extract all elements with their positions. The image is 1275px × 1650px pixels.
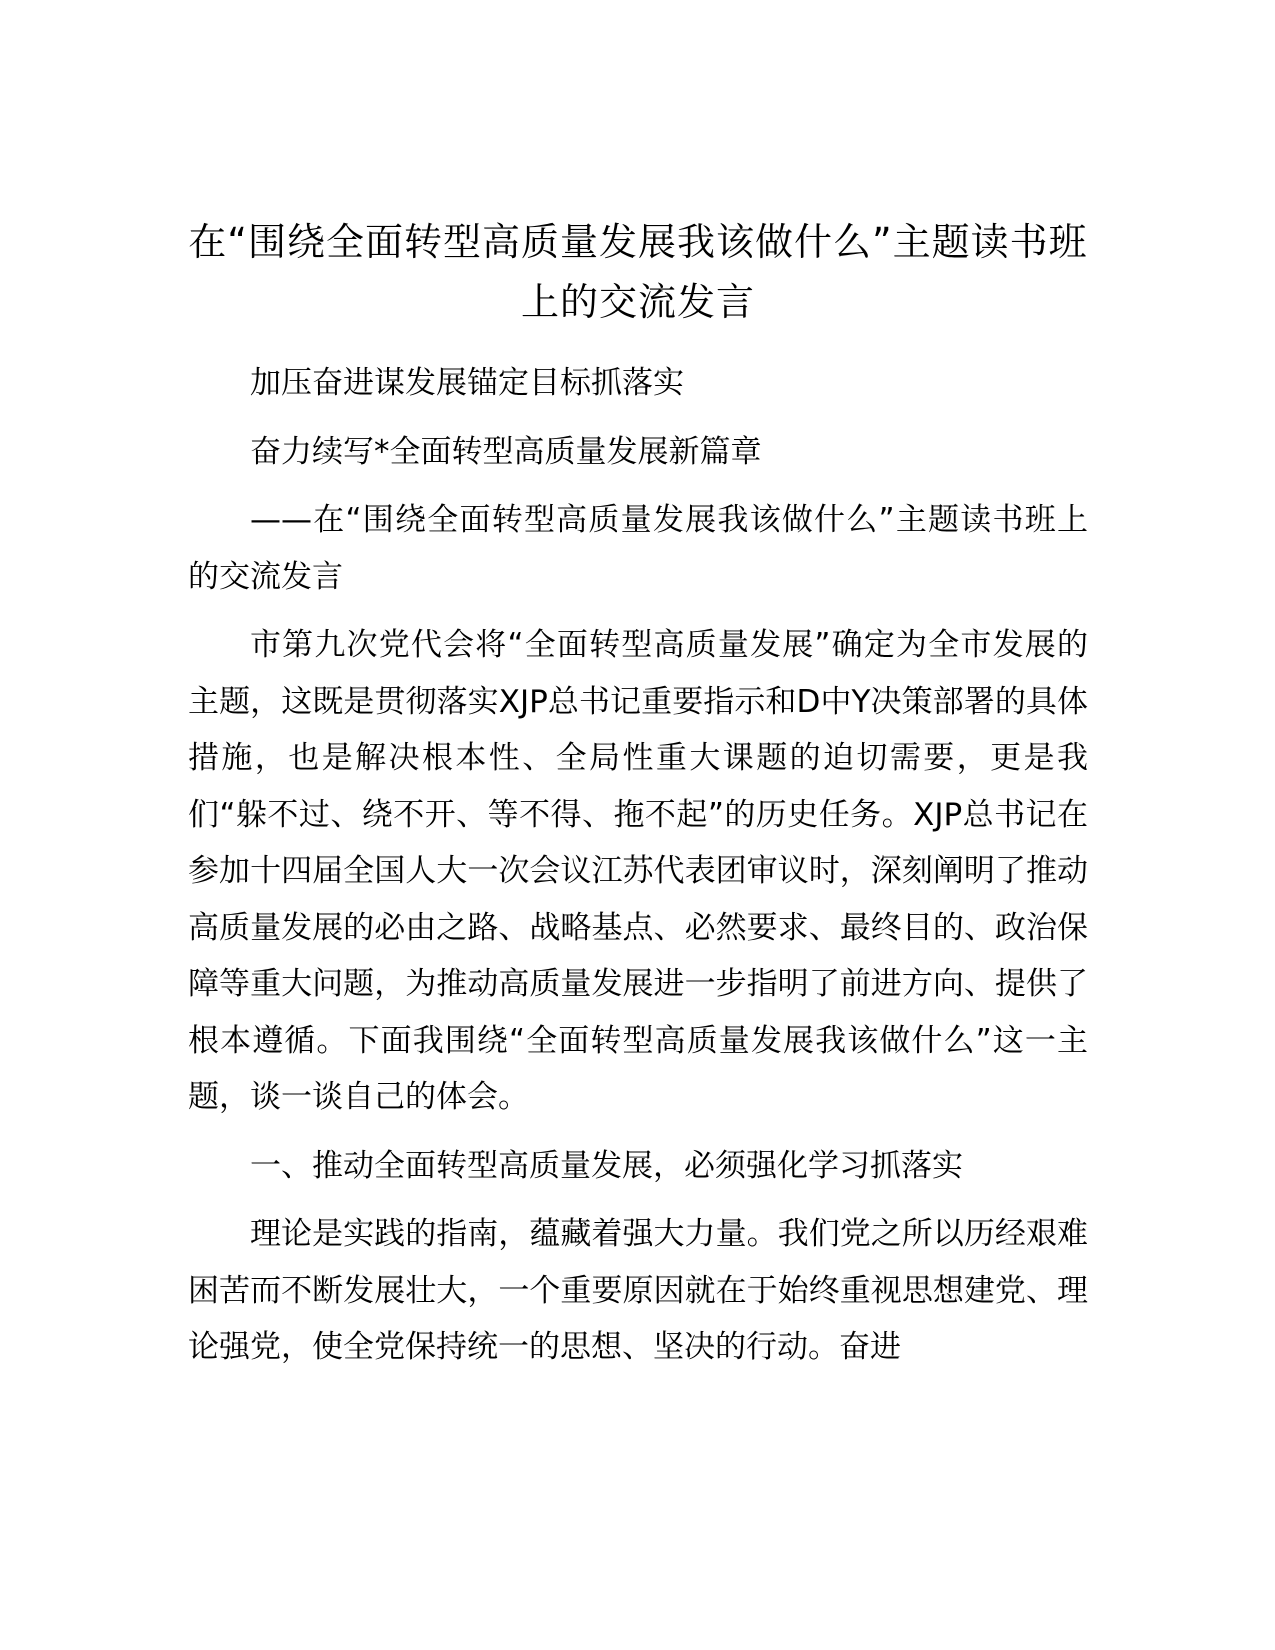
document-title: 在“围绕全面转型高质量发展我该做什么”主题读书班上的交流发言 — [188, 220, 1088, 324]
subtitle-line-1: 加压奋进谋发展锚定目标抓落实 — [250, 365, 684, 401]
subtitle-line-2: 奋力续写*全面转型高质量发展新篇章 — [250, 433, 762, 470]
subtitle-line-3: ——在“围绕全面转型高质量发展我该做什么”主题读书班上的交流发言 — [188, 502, 1088, 595]
body-paragraph-intro: 市第九次党代会将“全面转型高质量发展”确定为全市发展的主题，这既是贯彻落实XJP总书记重要指示和D中Y决策部署的具体措施，也是解决根本性、全局性重大课题的迫切需要，更是我们“躲不过、绕不开、等不得、拖不起”的历史任务。XJP总书记在参加十四届全国人大一次会议江苏代表团审议时，深刻阐明了推动高质量发展的必由之路、战略基点、必然要求、最终目的、政治保障等重大问题，为推动高质量发展进一步指明了前进方向、提供了根本遵循。下面我围绕“全面转型高质量发展我该做什么”这一主题，谈一谈自己的体会。 — [188, 627, 1088, 1115]
document-body — [188, 355, 1088, 1388]
body-paragraph-section-1: 理论是实践的指南，蕴藏着强大力量。我们党之所以历经艰难困苦而不断发展壮大，一个重要原因就在于始终重视思想建党、理论强党，使全党保持统一的思想、坚决的行动。奋进 — [188, 1216, 1088, 1365]
section-heading-1: 一、推动全面转型高质量发展，必须强化学习抓落实 — [250, 1147, 963, 1184]
